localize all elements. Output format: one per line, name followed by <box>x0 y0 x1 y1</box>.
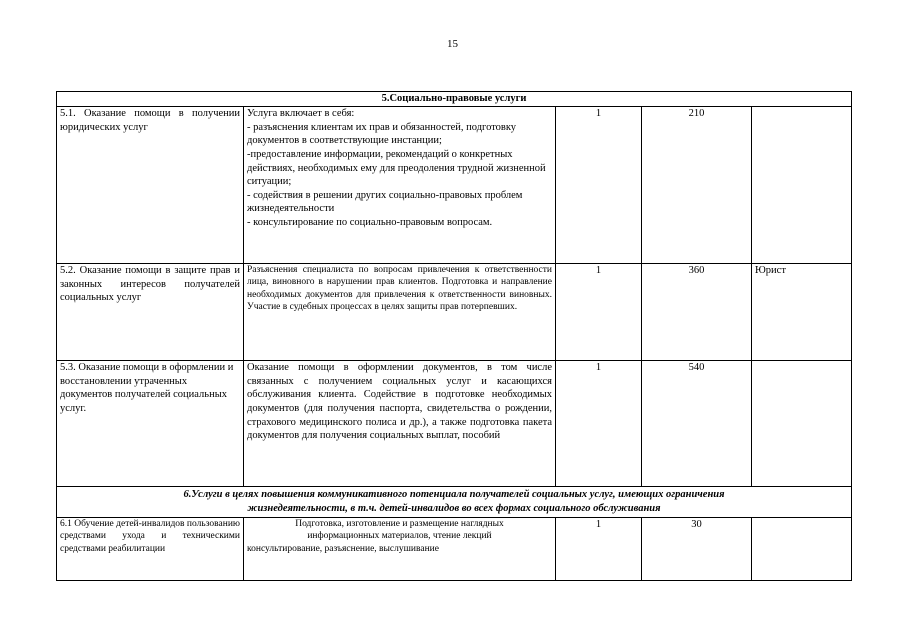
service-price-5-1: 210 <box>642 107 752 264</box>
section-5-header <box>57 92 852 107</box>
page-number: 15 <box>447 38 458 50</box>
service-desc-5-2: Разъяснения специалиста по вопросам привлечения к ответственности лица, виновного в нарушении прав клиентов. Подготовка и направление необходимых документов для привлечения к ответственности виновных. Участие в судебных процессах в целях защиты прав потерпевших. <box>244 264 556 361</box>
service-price-5-3: 540 <box>642 361 752 487</box>
table-row <box>57 518 852 581</box>
service-name-6-1: 6.1 Обучение детей-инвалидов пользованию средствами ухода и техническими средствами реабилитации <box>57 518 244 581</box>
service-qty-6-1: 1 <box>556 518 642 581</box>
desc-line: Услуга включает в себя: <box>247 108 355 119</box>
desc-line: - разъяснения клиентам их прав и обязанностей, подготовку документов в соответствующие инстанции; <box>247 121 517 147</box>
desc-line: -предоставление информации, рекомендаций о конкретных действиях, необходимых ему для преодоления трудной жизненной ситуации; <box>247 148 546 188</box>
desc-line: информационных материалов, чтение лекций <box>307 531 492 542</box>
table-row <box>57 107 852 264</box>
service-executor-6-1 <box>752 518 852 581</box>
service-desc-5-1 <box>244 107 556 264</box>
desc-line: Подготовка, изготовление и размещение наглядных <box>295 519 504 529</box>
service-qty-5-3: 1 <box>556 361 642 487</box>
service-name-5-3: 5.3. Оказание помощи в оформлении и восстановлении утраченных документов получателей социальных услуг. <box>57 361 244 487</box>
service-qty-5-2: 1 <box>556 264 642 361</box>
service-price-6-1: 30 <box>642 518 752 581</box>
service-desc-5-3: Оказание помощи в оформлении документов, в том числе связанных с получением социальных услуг и касающихся обслуживания клиента. Содействие в подготовке необходимых документов (для получения паспорта, свидетельства о рождении, страхового медицинского полиса и др.), а также подготовка пакета документов для получения социальных выплат, пособий <box>244 361 556 487</box>
section-6-title-line1: 6.Услуги в целях повышения коммуникативного потенциала получателей социальных услуг, имеющих ограничения <box>183 489 725 500</box>
section-5-title: 5.Социально-правовые услуги <box>57 92 852 107</box>
section-6-title <box>57 487 852 518</box>
service-executor-5-3 <box>752 361 852 487</box>
desc-line: - консультирование по социально-правовым вопросам. <box>247 217 493 229</box>
desc-line: - содействия в решении других социально-правовых проблем жизнедеятельности <box>247 189 523 215</box>
section-6-header <box>57 487 852 518</box>
desc-line: консультирование, разъяснение, выслушивание <box>247 543 439 554</box>
service-qty-5-1: 1 <box>556 107 642 264</box>
service-name-5-1: 5.1. Оказание помощи в получении юридических услуг <box>57 107 244 264</box>
services-table <box>56 91 852 581</box>
section-6-title-line2: жизнедеятельности, в т.ч. детей-инвалидов во всех формах социального обслуживания <box>247 503 661 514</box>
service-executor-5-1 <box>752 107 852 264</box>
service-executor-5-2: Юрист <box>752 264 852 361</box>
service-desc-6-1 <box>244 518 556 581</box>
table-row <box>57 361 852 487</box>
service-name-5-2: 5.2. Оказание помощи в защите прав и законных интересов получателей социальных услуг <box>57 264 244 361</box>
service-price-5-2: 360 <box>642 264 752 361</box>
table-row <box>57 264 852 361</box>
